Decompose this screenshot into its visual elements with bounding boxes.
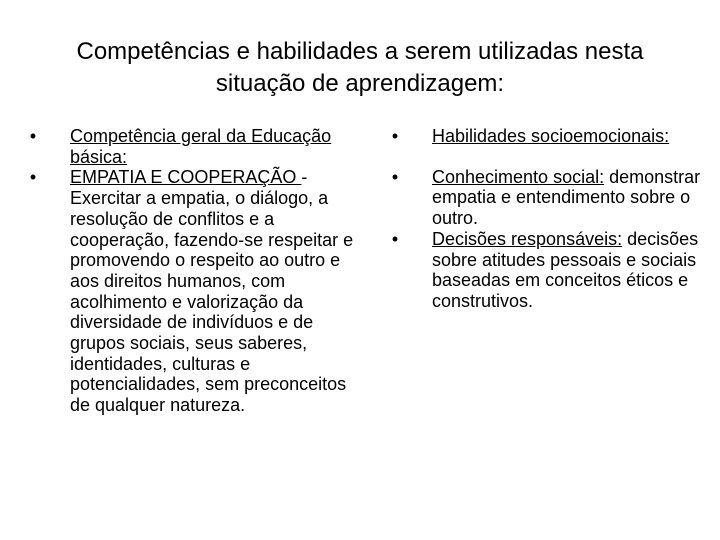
decisoes-responsaveis-text: decisões sobre atitudes pessoais e sociais baseadas em conceitos éticos e construtivos. — [432, 228, 699, 311]
bullet-icon: • — [29, 126, 37, 146]
decisoes-responsaveis-heading: Decisões responsáveis: — [432, 228, 623, 249]
competencia-geral-heading: Competência geral da Educação básica: — [70, 126, 332, 167]
right-column — [388, 126, 706, 312]
bullet-icon: • — [391, 166, 399, 187]
bullet-icon: • — [391, 126, 399, 146]
left-bullet-list — [26, 126, 356, 416]
slide-title-line-1: Competências e habilidades a serem utilizadas nesta — [76, 38, 644, 65]
empatia-cooperacao-heading: EMPATIA E COOPERAÇÃO — [70, 167, 302, 188]
list-item-habilidades-socioemocionais — [388, 126, 706, 147]
list-item-decisoes-responsaveis — [388, 229, 706, 312]
bullet-icon: • — [29, 167, 37, 188]
left-column — [26, 126, 356, 416]
slide-title-line-2: situação de aprendizagem: — [215, 70, 505, 97]
list-item-empatia-cooperacao — [26, 167, 356, 415]
empatia-cooperacao-text: Exercitar a empatia, o diálogo, a resolução de conflitos e a cooperação, fazendo-se respeitar e promovendo o respeito ao outro e aos direitos humanos, com acolhimento e valorização da diversidade de indivíduos e de grupos sociais, seus saberes, identidades, culturas e potencialidades, sem preconceitos de qualquer natureza. — [70, 188, 354, 416]
habilidades-socioemocionais-heading: Habilidades socioemocionais: — [432, 126, 670, 146]
list-item-competencia-geral — [26, 126, 356, 167]
bullet-icon: • — [391, 228, 399, 249]
slide-title — [40, 36, 680, 100]
heading-dash: - — [301, 167, 308, 188]
right-bullet-list — [388, 126, 706, 312]
conhecimento-social-text: demonstrar empatia e entendimento sobre o outro. — [432, 166, 701, 229]
conhecimento-social-heading: Conhecimento social: — [432, 166, 605, 187]
list-item-conhecimento-social — [388, 167, 706, 229]
